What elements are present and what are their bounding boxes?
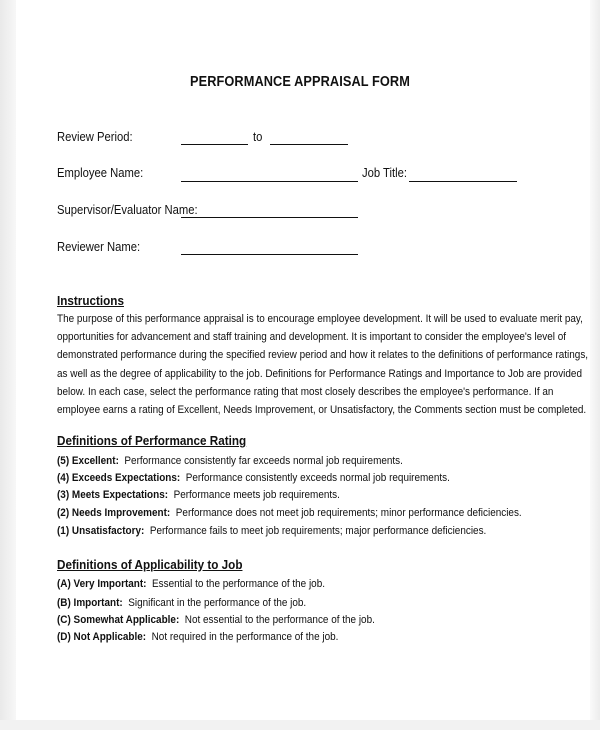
reviewer-name-field[interactable] bbox=[181, 254, 358, 255]
applicability-term: (A) Very Important: bbox=[57, 578, 147, 590]
applicability-definitions-heading: Definitions of Applicability to Job bbox=[57, 557, 243, 572]
applicability-definition-item bbox=[57, 578, 325, 590]
review-period-to-label: to bbox=[253, 130, 263, 144]
viewer-bottom-edge bbox=[0, 720, 600, 730]
instructions-line: below. In each case, select the performance rating that most closely describes the employee's performance. If an bbox=[57, 385, 554, 398]
rating-definition-item bbox=[57, 455, 403, 467]
applicability-description: Not essential to the performance of the job. bbox=[184, 614, 375, 626]
applicability-definition-item bbox=[57, 597, 306, 609]
rating-definition-item bbox=[57, 472, 450, 484]
review-period-end-field[interactable] bbox=[270, 144, 348, 145]
applicability-definition-item bbox=[57, 631, 338, 643]
review-period-start-field[interactable] bbox=[181, 144, 248, 145]
rating-description: Performance does not meet job requirements; minor performance deficiencies. bbox=[175, 507, 522, 519]
supervisor-name-field[interactable] bbox=[181, 217, 358, 218]
job-title-field[interactable] bbox=[409, 181, 517, 182]
rating-description: Performance meets job requirements. bbox=[173, 489, 340, 501]
rating-definitions-heading: Definitions of Performance Rating bbox=[57, 433, 247, 448]
applicability-term: (C) Somewhat Applicable: bbox=[57, 614, 180, 626]
rating-definition-item bbox=[57, 507, 522, 519]
rating-term: (2) Needs Improvement: bbox=[57, 507, 171, 519]
applicability-term: (D) Not Applicable: bbox=[57, 631, 147, 643]
job-title-label: Job Title: bbox=[362, 166, 408, 180]
review-period-label: Review Period: bbox=[57, 130, 133, 144]
applicability-term: (B) Important: bbox=[57, 597, 123, 609]
rating-term: (4) Exceeds Expectations: bbox=[57, 472, 181, 484]
instructions-line: employee earns a rating of Excellent, Needs Improvement, or Unsatisfactory, the Comments section must be completed. bbox=[57, 404, 587, 417]
rating-term: (1) Unsatisfactory: bbox=[57, 525, 145, 537]
applicability-description: Essential to the performance of the job. bbox=[152, 578, 325, 590]
rating-description: Performance consistently exceeds normal job requirements. bbox=[185, 472, 450, 484]
viewer-left-edge bbox=[0, 0, 16, 730]
instructions-heading: Instructions bbox=[57, 293, 124, 308]
applicability-definition-item bbox=[57, 614, 375, 626]
rating-description: Performance consistently far exceeds normal job requirements. bbox=[124, 455, 403, 467]
rating-term: (3) Meets Expectations: bbox=[57, 489, 169, 501]
rating-definition-item bbox=[57, 489, 340, 501]
instructions-paragraph bbox=[57, 310, 600, 419]
rating-term: (5) Excellent: bbox=[57, 455, 119, 467]
applicability-description: Not required in the performance of the job. bbox=[151, 631, 339, 643]
employee-name-label: Employee Name: bbox=[57, 166, 144, 180]
instructions-line: as well as the degree of applicability to the job. Definitions for Performance Ratings and Importance to Job are provided bbox=[57, 367, 582, 380]
reviewer-name-label: Reviewer Name: bbox=[57, 240, 141, 254]
instructions-line: demonstrated performance during the specified review period and how it relates to the definitions of performance ratings, bbox=[57, 349, 589, 362]
supervisor-name-label: Supervisor/Evaluator Name: bbox=[57, 203, 198, 217]
instructions-line: opportunities for advancement and staff training and development. It is important to consider the employee's level of bbox=[57, 331, 567, 344]
instructions-line: The purpose of this performance appraisal is to encourage employee development. It will be used to evaluate merit pay, bbox=[57, 313, 583, 325]
rating-description: Performance fails to meet job requirements; major performance deficiencies. bbox=[149, 525, 487, 537]
employee-name-field[interactable] bbox=[181, 181, 358, 182]
page-title: PERFORMANCE APPRAISAL FORM bbox=[190, 74, 410, 90]
applicability-description: Significant in the performance of the job. bbox=[128, 597, 307, 609]
rating-definition-item bbox=[57, 525, 486, 537]
